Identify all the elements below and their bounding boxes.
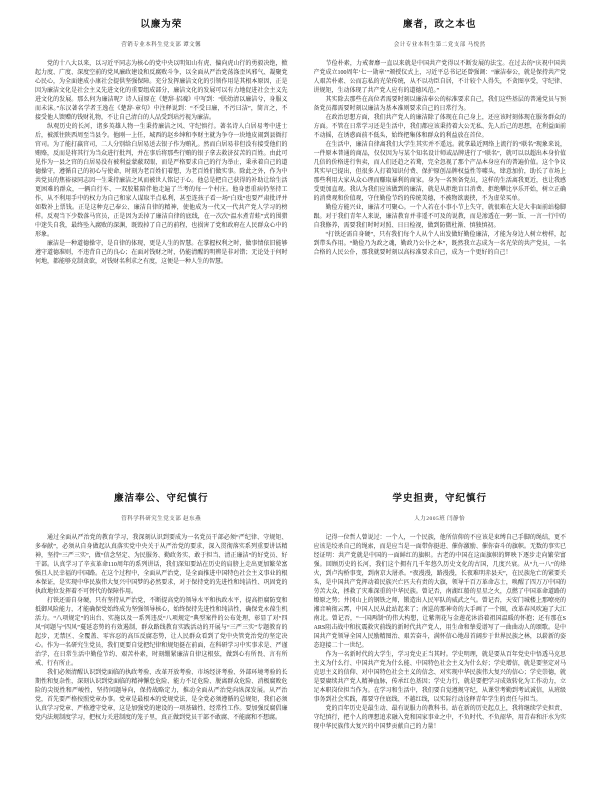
essay-paragraph: 纵观历史的长河，诸多英雄人物一生秉持廉洁之风、守纪慎行。著名诗人白居易考中进士后，被派往陕西周至当县令。他刚一上任，城西的赵乡绅和李财主就为争夺一块地皮闹到县衙打官司。为了能打赢官司，二人分别给白居易送去银子作为贿礼。然而白居易非但没有接受他们的贿赂，反而是将其行为当众进行批判，并在事后将那些行贿的银子拿去救济贫苦的百姓。由此可见作为一县之官的白居易没有被利益蒙蔽双眼，而是严格要求自己的行为举止，秉承着自己的道德操守，遵循自己的初心与使命，时刻为老百姓们着想，为老百姓们做实事。除此之外，作为中共党员的焦裕禄同志因一生秉持廉洁之风而被世人铭记于心。他总是把自己获得的补助让给生活更困难的群众，一辆自行车、一双胶鞋陪伴他走遍了兰考的每一个村庄。他身患重病仍坚持工作，从不利用手中的权力为自己和家人谋取半点私利，甚至连孩子看一场“白戏”也要严肃批评并如数补上票钱。正是这种克己奉公、廉洁自律的精神，使他成为一代又一代共产党人学习的榜样。反观当下少数落马官员，正是因为丢掉了廉洁自律的底线，在一次次“温水煮青蛙”式的围猎中迷失自我，最终坠入腐败的深渊，既毁掉了自己的前程，也损害了党和政府在人民群众心中的形象。 bbox=[35, 124, 288, 238]
essay-paragraph: 党的百年历史是最生动、最有说服力的教科书。站在新的历史起点上，我将继续学史担责、守纪慎行，把个人的理想追求融入党和国家事业之中，不负时代、不负韶华，用青春和汗水为实现中华民族伟大复兴的中国梦贡献自己的力量！ bbox=[313, 706, 566, 730]
essay-title: 廉者，政之本也 bbox=[402, 20, 477, 30]
essay-top-right bbox=[314, 12, 567, 425]
essay-paragraph: 作为一名新时代的大学生，学习党史正当其时。学史明理，就是要从百年党史中悟透马克思主义为什么行、中国共产党为什么能、中国特色社会主义为什么好；学史增信，就是要坚定对马克思主义的信仰、对中国特色社会主义的信念、对实现中华民族伟大复兴的信心；学史崇德，就是要赓续共产党人精神血脉，传承红色基因；学史力行，就是要把学习成效转化为工作动力，立足本职岗位担当作为。在学习和生活中，我们要自觉遵规守纪，从课堂考勤到考试诚信，从班级事务到社会实践，都要守住底线、不越红线，以实际行动诠释青年学生的责任与担当。 bbox=[313, 652, 566, 703]
essay-paragraph: 其实除去那些在高位者需要时刻以廉洁奉公的标准要求自己，我们这些基层的普通党员与预备党员都需要时刻以廉洁为基本准则要求自己的日常行为。 bbox=[313, 97, 566, 112]
essay-top-left bbox=[35, 12, 288, 425]
essay-author: 人力2005班 闫静怡 bbox=[414, 516, 466, 522]
essay-title: 廉洁奉公、守纪慎行 bbox=[113, 494, 209, 504]
essay-author: 会计专业本科生第二党支部 马悦然 bbox=[393, 42, 486, 48]
essay-title: 以廉为荣 bbox=[140, 20, 183, 30]
essay-paragraph: 记得一位哲人曾说过：一个人，一个民族，他所信仰的不应该是束缚自己手脚的绳结，更不应该是绞杀自己的绳索，而是应当是一面带你挺进、催你激励、催你奋斗的旗帜。无数的事实已经证明：共产党就是中国的一面鲜红的旗帜。古老的中国在这面旗帜的辉映下逐步走向繁荣富强。回顾历史的长河，我们这个拥有几千年悠久历史文化的古国，几度兴衰。从“九一八”的烽火，到卢沟桥事变，到南京大屠杀。“夜漫漫，路漫漫，长夜难明赤县天”，在民族危亡的紧要关头，是中国共产党挥动着民族兴亡匹夫有责的大旗，领导千百万革命志士，唤醒了四万万中国的劳苦大众，拯救了灾难深重的中华民族。曾记否，南湖红船的星星之火，点燃了中国革命道路的燎原之势；井冈山上的钢铁之师，锻造出人民军队的威武之气。曾记否，天安门城楼上那嘹亮的湘音响彻云霄，中国人民从此站起来了；南巡的那神奇的大手画了一个圈，改革春风吹遍了大江南北。曾记否，“一国两制”的伟大构想，让紫荆花与金莲花沐浴着祖国温暖的怀抱；还有那在SARS阻击战中和抗震救灾前线的新时代共产党人，用生命和挚爱谱写了一曲曲动人的颂歌。是中国共产党领导全国人民励精图治、艰苦奋斗，满怀信心地昂首阔步于世界民族之林，以崭新的姿态迎接二十一世纪。 bbox=[313, 535, 566, 649]
essay-paragraph: 在政治思想方面，我们共产党人的廉洁除了体现在自己身上，还应该时刻体现在服务群众的方面。不管在日常学习还是生活中，我们都应该秉持着大公无私、先人后己的思想，在利益面前不动摇，在诱惑面前不低头，始终把集体和群众的利益放在首位。 bbox=[313, 115, 566, 139]
essay-paragraph: 通过全面从严治党的教育学习，我深刻认识到要成为一名党员干部必须“严纪律、守规矩、多奉献”，必须从自身做起认真落实党中央关于从严治党的要求，深入贯彻落实系列重要讲话精神，坚持“三严三实”，做“信念坚定、为民服务、勤政务实、敢于担当、清正廉洁”的好党员、好干部。认真学习了辛亥革命110周年的系列讲话，我们深知要站在历史的肩膀上走出更加繁荣富强且人民幸福的中国路。在这个过程中，全面从严治党，是全面推进中国特色社会主义事业的根本保证，是实现中华民族伟大复兴中国梦的必然要求，对于保持党的先进性和纯洁性、巩固党的执政地位发挥着不可替代的保障作用。 bbox=[35, 535, 288, 595]
essay-title: 学史担责，守纪慎行 bbox=[392, 494, 487, 504]
essay-paragraph: 节俭朴素，力戒奢靡一直以来就是中国共产党得以不断发展的法宝。在过去的“庆祝中国共产党成立100周年‘七一勋章’”颁授仪式上，习近平总书记还曾强调：“廉洁奉公，就是保持共产党人艰苦朴素、公而忘私的光荣传统，从不以功臣自居，不计较个人得失，不贪图享受，守纪律、讲规矩，生动体现了共产党人应有的道德风范。” bbox=[313, 61, 566, 94]
essay-bottom-left bbox=[35, 486, 288, 793]
essay-bottom-right bbox=[314, 486, 567, 793]
essay-paragraph: 廉洁是一种道德操守，是自律的体现，更是人生的智慧。在掌握权利之时，做事情依旧能够遵守道德准则，不违背自己的良心；在面对钱财之时，仍能清醒的明辨是非对错；无论处于何时何地，都能够克制贪欲，对钱财名利求之有度，这便是一种人生的智慧。 bbox=[35, 241, 288, 265]
essay-paragraph: 党的十八大以来，以习近平同志为核心的党中央以明知山有虎、偏向虎山行的勇毅决绝，掀起力度、广度、深度空前的党风廉政建设和反腐败斗争，以全面从严治党荡涤歪风邪气、凝聚党心民心，为全面建成小康社会提供坚强保障。充分发挥廉洁文化的引领作用是其根本原因，正是因为廉洁文化是社会主义先进文化的重要组成部分，廉洁文化的发展可以有力地促进社会主义先进文化的发展。那么何为廉洁呢？诗人屈原在《楚辞·招魂》中写到：“朕幼清以廉洁兮，身服义而未沫。”东汉著名学者王逸在《楚辞·章句》中注释说到：“不受曰廉，不污曰洁”，简言之，不接受他人馈赠的钱财礼物，不让自己清白的人品受到玷污视为廉洁。 bbox=[35, 61, 288, 121]
essay-paragraph: 在生活中，廉洁自律离我们大学生其实并不遥远。就拿最近网络上流行的“联名”现象来说，一件原本普通的商品，仅仅因为与某个知名设计师或品牌进行了“联名”，就可以以超出本身价值几倍的价格进行售卖，而人们还趋之若鹜，完全忽视了那个产品本身应有的普遍价值。这个争议其实早已提出，但很多人打着知识付费、保护原创品牌权益性等噱头，肆意加价，助长了市场上那些利用大家从众心理而赚取暴利的商家。身为一名预备党员，这样的生活离我更近，也让我感受更加直观。我认为我们应该做到的廉洁，就是从拒绝盲目消费、拒绝攀比享乐开始，树立正确的消费观和价值观，守住勤俭节约的传统美德，不被物欲裹挟，不为虚荣买单。 bbox=[313, 142, 566, 202]
essay-author: 营销专业本科生党支部 谭文馨 bbox=[121, 42, 202, 48]
essay-paragraph: “打铁还需自身硬”，只有我们每个人从个人出发做好勤俭廉洁，才能为身边人树立榜样，起到带头作用。“勤俭乃为政之魂，勤政乃公仆之本”，既然我立志成为一名光荣的共产党员，一名合格的人民公仆，那我就要时刻以高标准要求自己，成为一个更好的自己！ bbox=[313, 232, 566, 256]
essay-author: 管科学科研究生党支部 赵东燕 bbox=[121, 516, 202, 522]
essay-paragraph: 我们必须清醒认识到党面临的执政考验、改革开放考验、市场经济考验、外部环境考验的长期性和复杂性，深刻认识到党面临的精神懈怠危险、能力不足危险、脱离群众危险、消极腐败危险的尖锐性和严峻性，坚持问题导向，保持战略定力，推动全面从严治党向纵深发展。从严治党，首先要严格按照党章办事。党章是最根本的党规党法，是全党必须遵循的总规矩，我们必须认真学习党章、严格遵守党章，这是加强党的建设的一项基础性、经常性工作。要加强反腐倡廉党内法规制度学习，把权力关进制度的笼子里，真正做到党员干部不敢腐、不能腐和不想腐。 bbox=[35, 670, 288, 721]
essay-paragraph: 勤俭方能兴业，廉洁才可聚心。一个人若在小事小节上失守，就很难在大是大非面前站稳脚跟。对于我们青年人来说，廉洁教育并非遥不可及的说教，而是渗透在一粥一饭、一言一行中的自我修养，需要我们时时对照、日日检视，做到防微杜渐、慎独慎初。 bbox=[313, 205, 566, 229]
essay-paragraph: 打铁还需自身硬，只有坚持从严治党，不断提高党的领导水平和执政水平，提高拒腐防变和抵御风险能力，才能确保党始终成为坚强领导核心，始终保持先进性和纯洁性，确保党永葆生机活力。“八项规定”的出台、实施以及一系列违反“八项规定”典型案件的公布处理，彰显了对“四风”问题与“四风”蔓延态势的有效遏制，群众路线教育实践活动的开展与“三严三实”专题教育的起步，无禁区、全覆盖、零容忍的高压反腐态势，让人民群众看到了党中央管党治党的坚定决心。作为一名研究生党员，我们更要自觉把纪律和规矩挺在前面，在科研学习中实事求是、严谨治学，在日常生活中勤俭节约、艰苦朴素，时刻绷紧廉洁自律这根弦，做到心有所畏、言有所戒、行有所止。 bbox=[35, 598, 288, 667]
